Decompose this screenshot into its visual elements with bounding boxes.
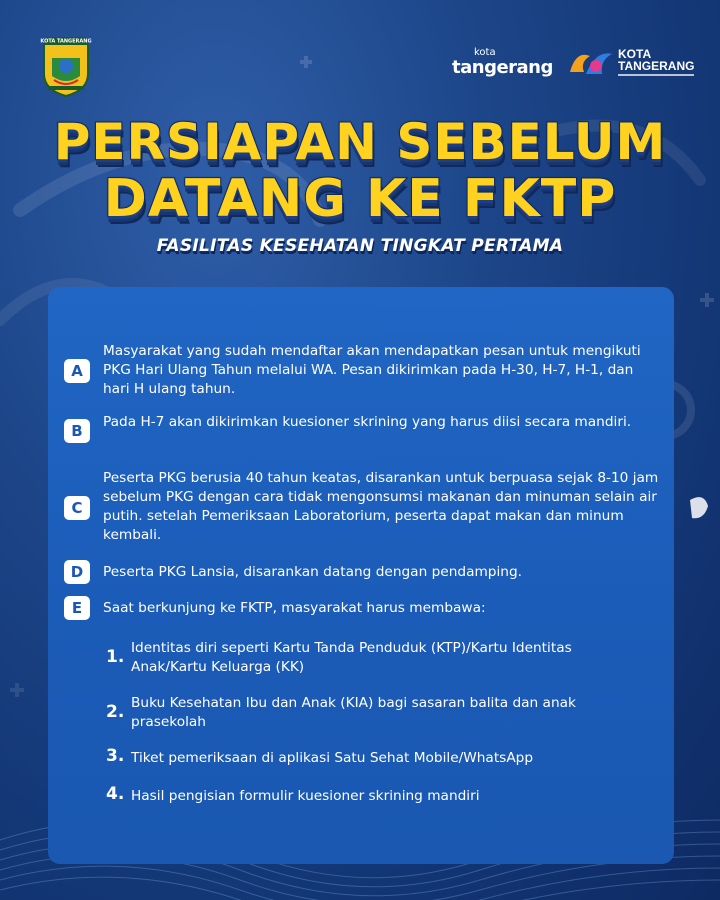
item-b-text: Pada H-7 akan dikirimkan kuesioner skrining yang harus diisi secara mandiri. xyxy=(103,414,632,430)
subtitle: FASILITAS KESEHATAN TINGKAT PERTAMA xyxy=(156,236,564,256)
hut-line1: KOTA xyxy=(618,47,652,61)
badge-d: D xyxy=(64,560,90,584)
badge-a: A xyxy=(64,359,90,383)
hut-underline xyxy=(618,74,694,76)
brand-big-text: tangerang xyxy=(452,57,553,78)
title-line-2: DATANG KE FKTP xyxy=(103,169,617,229)
content-card xyxy=(48,287,674,864)
hut-logo-icon xyxy=(566,44,616,80)
sub-item-3-number: 3. xyxy=(106,746,125,766)
sub-item-2-number: 2. xyxy=(106,702,125,722)
item-c-text: Peserta PKG berusia 40 tahun keatas, disarankan untuk berpuasa sejak 8-10 jam sebelum PKG dengan cara tidak mengonsumsi makanan dan minuman selain air putih. setelah Pemeriksaan Laboratorium, peserta dapat makan dan minum kembali. xyxy=(103,470,659,543)
title-line-1: PERSIAPAN SEBELUM xyxy=(53,113,667,171)
hut-line2: TANGERANG xyxy=(618,59,695,73)
hut-logo xyxy=(566,44,696,80)
sub-item-1-number: 1. xyxy=(106,647,125,667)
kota-tangerang-emblem xyxy=(40,36,92,98)
sub-item-2-text: Buku Kesehatan Ibu dan Anak (KIA) bagi sasaran balita dan anak prasekolah xyxy=(131,695,576,730)
item-d-text: Peserta PKG Lansia, disarankan datang dengan pendamping. xyxy=(103,564,522,580)
brand-small-text: kota xyxy=(474,47,496,58)
sub-item-4-text: Hasil pengisian formulir kuesioner skrining mandiri xyxy=(131,788,480,804)
badge-b: B xyxy=(64,419,90,443)
item-a-text: Masyarakat yang sudah mendaftar akan mendapatkan pesan untuk mengikuti PKG Hari Ulang Tahun melalui WA. Pesan dikirimkan pada H-30, H-7, H-1, dan hari H ulang tahun. xyxy=(103,343,641,397)
badge-c: C xyxy=(64,496,90,520)
item-e-text: Saat berkunjung ke FKTP, masyarakat harus membawa: xyxy=(103,600,486,616)
sub-item-1-text: Identitas diri seperti Kartu Tanda Penduduk (KTP)/Kartu Identitas Anak/Kartu Keluarga (KK) xyxy=(131,640,572,675)
emblem-icon xyxy=(40,36,92,98)
brand-logo-tangerang xyxy=(452,48,553,78)
badge-e: E xyxy=(64,596,90,620)
sub-item-3-text: Tiket pemeriksaan di aplikasi Satu Sehat Mobile/WhatsApp xyxy=(131,750,534,766)
emblem-label: KOTA TANGERANG xyxy=(40,38,92,45)
sub-item-4-number: 4. xyxy=(106,784,125,804)
